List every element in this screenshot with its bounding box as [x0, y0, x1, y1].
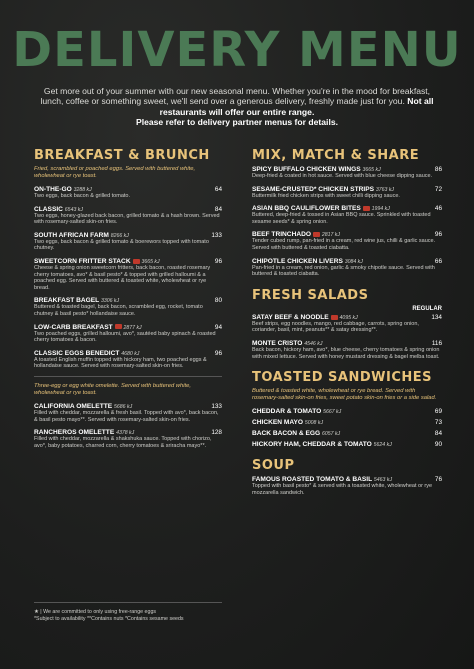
item-name: BREAKFAST BAGEL [34, 297, 100, 305]
item-description: Buttered, deep-fried & tossed in Asian BBQ sauce. Sprinkled with toasted sesame seeds* & spring onion. [252, 212, 431, 225]
item-description: Pan-fried in a cream, red onion, garlic & smoky chipotle sauce. Served with buttered & toasted ciabatta. [252, 264, 435, 278]
item-price: 64 [214, 186, 222, 193]
menu-item [34, 350, 222, 370]
item-price: 86 [434, 166, 442, 173]
item-name: ON-THE-GO [34, 186, 72, 193]
item-name: SESAME-CRUSTED* CHICKEN STRIPS [252, 185, 374, 193]
menu-item [34, 206, 222, 226]
section-title-sandwiches: TOASTED SANDWICHES [252, 370, 432, 386]
menu-item [252, 258, 442, 278]
item-description: Two eggs, honey-glazed back bacon, grilled tomato & a hash brown. Served with rosemary-salted skin-on fries. [34, 212, 220, 226]
item-kj: 5008 kJ [304, 420, 324, 427]
item-description: Filled with cheddar, mozzarella & shakshuka sauce. Topped with chorizo, avo*, baby potatoes, charred corn, cherry tomatoes & sriracha mayo**. [34, 436, 212, 449]
item-kj: 5686 kJ [114, 403, 133, 410]
item-price: 84 [434, 430, 442, 438]
footer-line-1 [34, 609, 222, 616]
omelette-subtitle: Three-egg or egg white omelette. Served with buttered white, wholewheat or rye toast. [34, 382, 191, 396]
item-name: CALIFORNIA OMELETTE [34, 402, 113, 410]
item-price: 134 [431, 313, 442, 321]
menu-item [252, 408, 442, 415]
menu-item [34, 297, 222, 317]
item-name: LOW-CARB BREAKFAST [34, 323, 113, 331]
menu-item [252, 186, 442, 200]
item-description: Buttered & toasted bagel, back bacon, scrambled egg, rocket, tomato chutney & basil pesto* hollandaise sauce. [34, 304, 203, 317]
item-price: 66 [434, 257, 442, 265]
menu-item [252, 419, 442, 426]
item-name: RANCHEROS OMELETTE [34, 429, 115, 437]
item-name: SPICY BUFFALO CHICKEN WINGS [252, 166, 361, 173]
item-price: 84 [214, 205, 222, 213]
item-price: 73 [434, 419, 442, 427]
item-kj: 8266 kJ [110, 232, 129, 239]
section-title-breakfast: BREAKFAST & BRUNCH [34, 148, 210, 163]
item-price: 133 [211, 402, 222, 410]
menu-item [252, 430, 442, 437]
item-kj: 5463 kJ [373, 477, 393, 484]
item-kj: 3665 kJ [141, 258, 160, 265]
section-subtitle-breakfast: Fried, scrambled or poached eggs. Served with buttered white, wholewheat or rye toast. [34, 166, 196, 179]
section-title-soup: SOUP [252, 458, 295, 474]
menu-item [252, 340, 442, 360]
item-description: Buttermilk fried chicken strips with sweet chilli dipping sauce. [252, 192, 400, 199]
intro-bold-1: Not all restaurants will offer our entire range. [159, 96, 434, 117]
divider [34, 602, 222, 603]
item-kj: 1994 kJ [371, 206, 390, 213]
item-price: 80 [214, 297, 222, 305]
item-kj: 5624 kJ [373, 442, 392, 449]
new-badge-icon [363, 206, 370, 211]
intro-bold-2: Please refer to delivery partner menus for details. [135, 117, 339, 128]
item-description: Beef strips, egg noodles, mango, red cabbage, carrots, spring onion, coriander, basil, mint, peanuts** & satay dressing**. [252, 320, 419, 334]
regular-label: REGULAR [412, 305, 442, 312]
item-kj: 3763 kJ [375, 186, 395, 193]
section-title-mix: MIX, MATCH & SHARE [252, 148, 420, 163]
item-name: CLASSIC [34, 205, 63, 213]
intro-paragraph [40, 86, 434, 128]
menu-item [252, 166, 442, 180]
item-kj: 3084 kJ [344, 258, 363, 265]
menu-item [34, 324, 222, 344]
item-kj: 4378 kJ [116, 430, 135, 437]
item-name: HICKORY HAM, CHEDDAR & TOMATO [252, 441, 372, 449]
item-name: SATAY BEEF & NOODLE [252, 313, 329, 321]
section-subtitle-sandwiches: Buttered & toasted white, wholewheat or rye bread. Served with rosemary-salted skin-on fries, sweet potato skin-on fries or a side salad. [252, 388, 437, 402]
item-kj: 6057 kJ [321, 431, 341, 438]
item-name: BEEF TRINCHADO [252, 231, 311, 239]
item-kj: 3288 kJ [73, 187, 92, 193]
item-description: Topped with basil pesto* & served with a toasted white, wholewheat or rye mozzarella sandwich. [252, 483, 433, 496]
item-price: 116 [431, 339, 442, 347]
item-name: SOUTH AFRICAN FARM [34, 231, 109, 239]
item-price: 94 [214, 323, 222, 331]
right-column [252, 148, 442, 502]
item-name: SWEETCORN FRITTER STACK [34, 257, 131, 265]
item-description: A toasted English muffin topped with hickory ham, two poached eggs & hollandaise sauce. Served with rosemary-salted skin-on fries. [34, 356, 207, 370]
left-column [34, 148, 222, 455]
item-name: CHIPOTLE CHICKEN LIVERS [252, 257, 343, 265]
item-description: Back bacon, hickory ham, avo*, blue cheese, cherry tomatoes & spring onion with mixed lettuce. Served with honey mustard dressing & bagel melba toast. [252, 346, 440, 360]
star-icon: ★ | [34, 609, 44, 615]
item-name: FAMOUS ROASTED TOMATO & BASIL [252, 476, 373, 484]
item-description: Filled with cheddar, mozzarella & fresh basil. Topped with avo*, back bacon, & basil pesto mayo**. Served with rosemary-salted skin-on fries. [34, 409, 219, 423]
item-price: 128 [211, 429, 222, 437]
item-description: Cheese & spring onion sweetcorn fritters, back bacon, roasted rosemary cherry tomatoes, avo* & basil pesto* & topped with grilled halloumi & a poached egg. Served with buttered & toasted white, wholewheat or rye bread. [34, 264, 211, 291]
menu-item [252, 441, 442, 448]
menu-item [34, 429, 222, 449]
item-price: 90 [434, 441, 442, 449]
item-description: Two poached eggs, grilled halloumi, avo*, sautéed baby spinach & roasted cherry tomatoes & bacon. [34, 330, 216, 344]
item-name: MONTE CRISTO [252, 339, 303, 347]
item-price: 133 [211, 231, 222, 239]
menu-item [34, 258, 222, 291]
item-kj: 4095 kJ [339, 314, 358, 321]
footer-line-2: *Subject to availability **Contains nuts *Contains sesame seeds [34, 616, 184, 622]
menu-item [34, 186, 222, 200]
item-kj: 5667 kJ [323, 409, 342, 416]
item-price: 46 [434, 205, 442, 213]
item-name: BACK BACON & EGG [252, 430, 321, 438]
menu-item [252, 476, 442, 496]
item-kj: 4680 kJ [121, 350, 140, 357]
item-kj: 2817 kJ [321, 232, 340, 239]
item-price: 72 [434, 185, 442, 193]
new-badge-icon [133, 259, 140, 264]
item-name: ASIAN BBQ CAULIFLOWER BITES [252, 205, 361, 213]
new-badge-icon [313, 232, 320, 237]
item-price: 96 [214, 349, 222, 357]
new-badge-icon [115, 324, 122, 329]
item-name: CHICKEN MAYO [252, 419, 304, 427]
item-kj: 4546 kJ [304, 340, 323, 347]
item-price: 69 [434, 408, 442, 416]
menu-item [252, 314, 442, 334]
item-price: 96 [214, 257, 222, 265]
item-kj: 2877 kJ [123, 324, 142, 331]
page-title: DELIVERY MENU [12, 22, 462, 78]
new-badge-icon [331, 315, 338, 320]
intro-text: Get more out of your summer with our new seasonal menu. Whether you're in the mood for breakfast, lunch, coffee or something sweet, we'll send over a generous delivery, freshly made just for you. [40, 86, 431, 107]
item-price: 76 [434, 476, 442, 484]
item-kj: 3665 kJ [362, 167, 381, 173]
menu-item [34, 403, 222, 423]
item-price: 96 [434, 231, 442, 239]
item-description: Tender cubed rump, pan-fried in a cream, red wine jus, chilli & garlic sauce. Served with buttered & toasted ciabatta. [252, 238, 436, 251]
item-description: Two eggs, back bacon & grilled tomato & boerewors topped with tomato chutney. [34, 238, 209, 252]
footer-text-1: We are committed to only using free-range eggs [43, 609, 157, 615]
divider [34, 376, 222, 377]
item-description: Two eggs, back bacon & grilled tomato. [34, 193, 130, 199]
menu-item [34, 232, 222, 252]
item-name: CHEDDAR & TOMATO [252, 408, 322, 416]
menu-item [252, 231, 442, 251]
footer [34, 596, 222, 623]
item-kj: 6543 kJ [64, 206, 83, 213]
item-description: Deep-fried & coated in hot sauce. Served with blue cheese dipping sauce. [252, 173, 433, 179]
section-title-salads: FRESH SALADS [252, 287, 369, 303]
item-name: CLASSIC EGGS BENEDICT [34, 349, 120, 357]
menu-item [252, 205, 442, 225]
item-kj: 3306 kJ [100, 298, 120, 305]
